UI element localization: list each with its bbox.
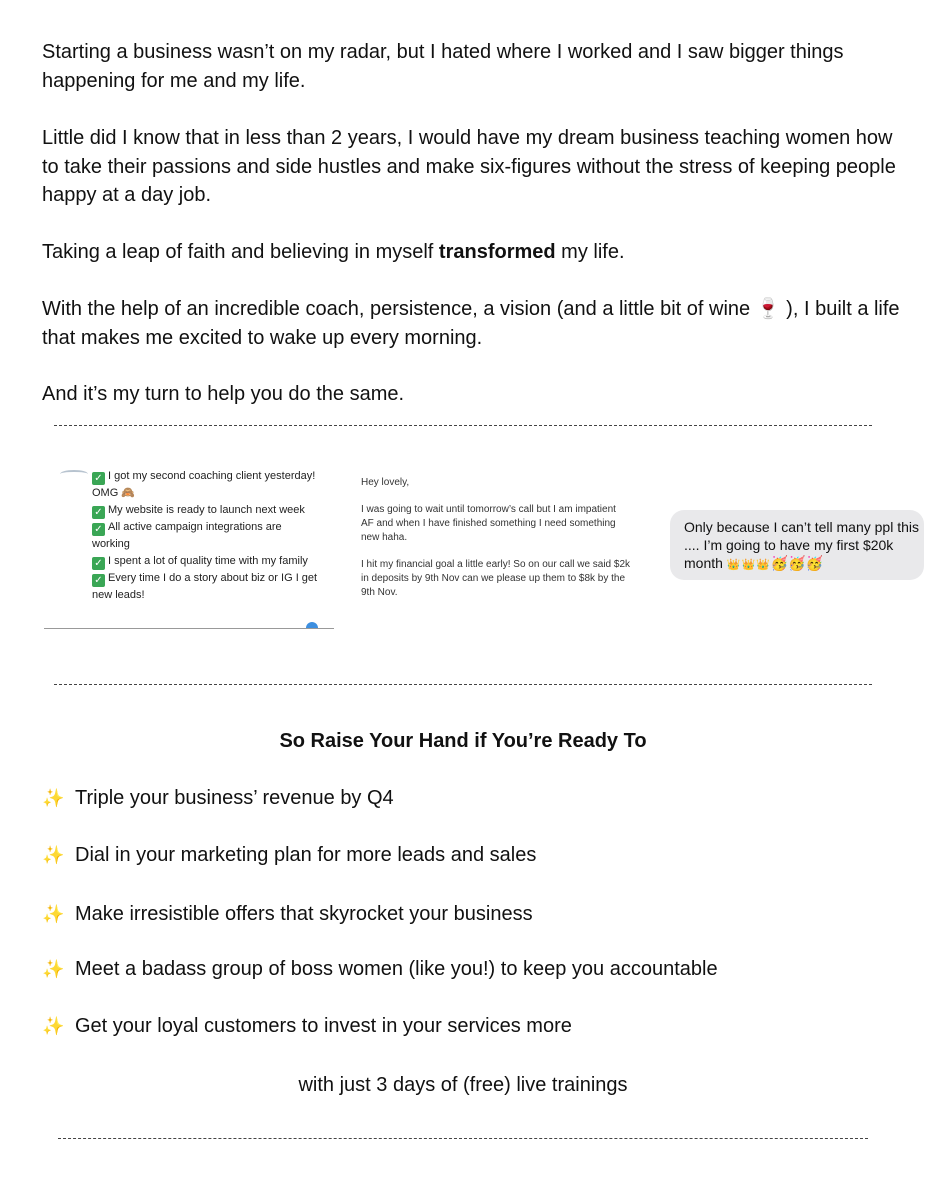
check-icon: ✓	[92, 523, 105, 536]
feather-icon	[60, 470, 88, 478]
sparkles-icon: ✨	[42, 845, 65, 865]
check-icon: ✓	[92, 574, 105, 587]
intro-paragraph-4: With the help of an incredible coach, persistence, a vision (and a little bit of wine 🍷 ), I built a life that makes me excited to wake up every morning.	[42, 298, 900, 349]
sparkles-icon: ✨	[42, 788, 65, 808]
checklist-item: ✓ All active campaign integrations are working	[92, 521, 282, 550]
offer-bullet: ✨ Dial in your marketing plan for more leads and sales	[42, 841, 902, 869]
intro-paragraph-3-end: my life.	[555, 241, 625, 263]
checklist-item: ✓ I spent a lot of quality time with my family	[92, 553, 322, 570]
check-icon: ✓	[92, 506, 105, 519]
offer-heading: So Raise Your Hand if You’re Ready To	[279, 730, 647, 752]
offer-bullet: ✨ Triple your business’ revenue by Q4	[42, 784, 902, 812]
sparkles-icon: ✨	[42, 959, 65, 979]
section-divider-1	[54, 425, 872, 426]
crown-icons: 👑👑👑	[726, 559, 771, 571]
check-icon: ✓	[92, 472, 105, 485]
sparkles-icon: ✨	[42, 1016, 65, 1036]
checklist-item: ✓ My website is ready to launch next week	[92, 502, 322, 519]
testimonial-message-bubble	[670, 510, 924, 580]
email-paragraph-2: I hit my financial goal a little early! So on our call we said $2k in deposits by 9th Nov can we please up them to $8k by the 9th Nov.	[361, 559, 631, 598]
message-text: Only because I can’t tell many ppl this .... I’m going to have my first $20k month 👑👑👑🥳🥳🥳	[684, 519, 920, 571]
intro-paragraph-5: And it’s my turn to help you do the same.	[42, 383, 405, 405]
scroll-indicator	[306, 622, 318, 628]
intro-paragraph-3-bold: transformed	[438, 241, 556, 263]
checklist-item: ✓ Every time I do a story about biz or IG I get new leads!	[92, 572, 318, 601]
section-divider-3	[58, 1138, 868, 1139]
intro-paragraph-2: Little did I know that in less than 2 years, I would have my dream business teaching women how to take their passions and side hustles and make six-figures without the stress of keeping people happy at a day job.	[42, 127, 896, 206]
intro-paragraph-3	[42, 238, 902, 267]
checklist	[92, 468, 322, 604]
offer-bullet: ✨ Make irresistible offers that skyrocket your business	[42, 900, 902, 928]
offer-closing-line: with just 3 days of (free) live trainings	[298, 1074, 628, 1096]
testimonial-email-screenshot	[350, 462, 650, 618]
testimonial-checklist-screenshot	[44, 462, 334, 629]
party-face-icons: 🥳🥳🥳	[770, 555, 824, 571]
check-icon: ✓	[92, 557, 105, 570]
offer-bullet: ✨ Meet a badass group of boss women (like you!) to keep you accountable	[42, 955, 902, 983]
offer-bullet: ✨ Get your loyal customers to invest in your services more	[42, 1012, 902, 1040]
checklist-item: ✓ I got my second coaching client yesterday! OMG 🙈	[92, 470, 316, 499]
section-divider-2	[54, 684, 872, 685]
email-paragraph-1: I was going to wait until tomorrow’s call but I am impatient AF and when I have finished something I need something new haha.	[361, 504, 616, 543]
sparkles-icon: ✨	[42, 904, 65, 924]
email-greeting: Hey lovely,	[361, 477, 410, 488]
intro-paragraph-1: Starting a business wasn’t on my radar, but I hated where I worked and I saw bigger things happening for me and my life.	[42, 41, 844, 92]
intro-paragraph-3-start: Taking a leap of faith and believing in myself	[42, 241, 439, 263]
